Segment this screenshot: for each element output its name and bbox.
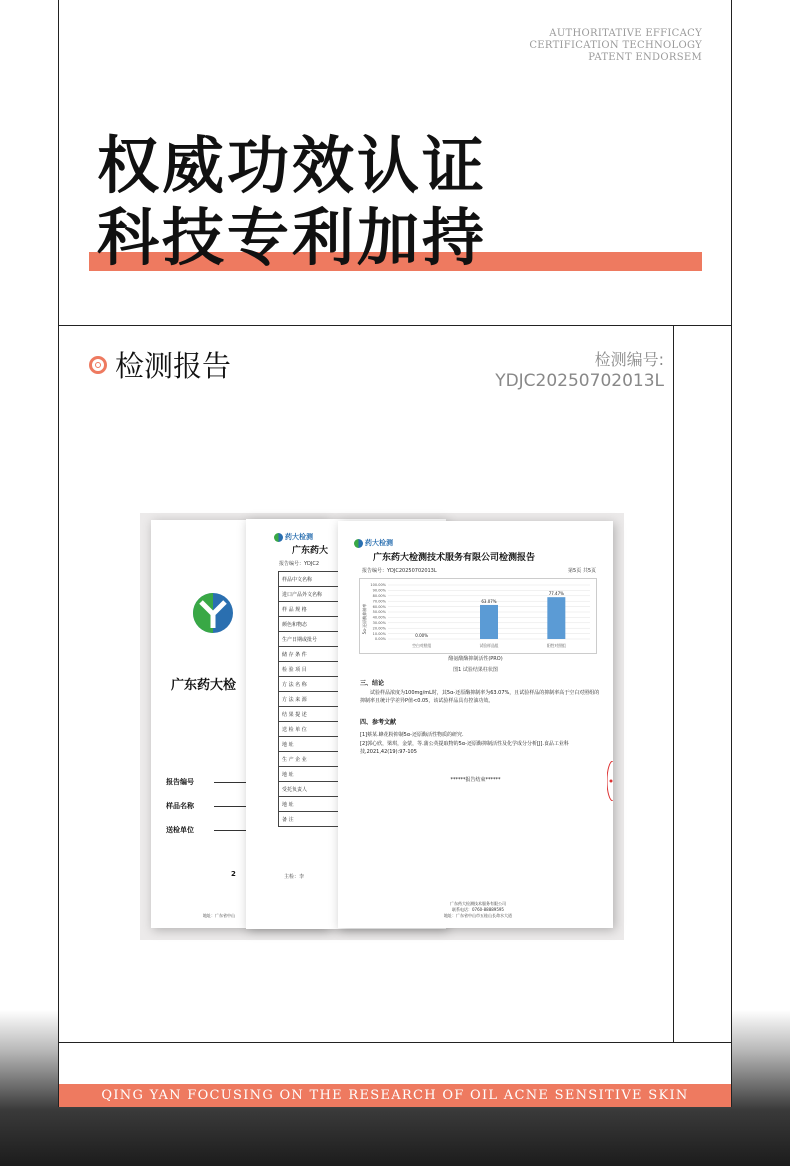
info-page-logo <box>274 532 313 542</box>
seal-stamp <box>607 761 613 801</box>
footer-tagline-bar: QING YAN FOCUSING ON THE RESEARCH OF OIL ACNE SENSITIVE SKIN <box>59 1084 731 1107</box>
references-heading: 四、参考文献 <box>360 719 397 726</box>
divider-vertical <box>673 325 674 1042</box>
cover-org-name: 广东药大检 <box>171 678 237 693</box>
info-table-label-cell: 备 注 <box>279 812 344 827</box>
cover-field-label: 送检单位 <box>166 826 194 834</box>
target-circle-icon <box>89 356 107 374</box>
reference-item: [2]郭心欣，梁琪，金蒙，等.蒲公英提取物的5α-还原酶抑制活性及化学成分分析[J].食品工业科技,2021,42(19):97-105 <box>360 741 569 755</box>
cover-field-label: 报告编号 <box>166 778 194 786</box>
cover-footer-address: 地址：广东省中山 <box>203 913 235 918</box>
cover-field-label: 样品名称 <box>166 802 194 810</box>
result-page-number: 第5页 共5页 <box>568 568 596 574</box>
info-page-report-no: 报告编号：YDJC2 <box>279 561 320 567</box>
company-logo-icon <box>274 533 283 542</box>
info-table-label-cell: 生 产 企 业 <box>279 752 344 767</box>
info-page-signature: 主检：李 <box>284 874 305 880</box>
hero-title-line2: 科技专利加持 <box>97 201 488 274</box>
result-bar-chart <box>359 578 597 654</box>
chart-caption: 酪氨酸酶抑制活性(PRO) <box>448 656 503 662</box>
chart-y-tick-label: 80.00% <box>372 594 386 598</box>
conclusion-heading: 三、结论 <box>360 680 385 687</box>
footer-company: 广东药大检测技术服务有限公司 <box>450 901 506 906</box>
result-page-footer <box>378 901 578 919</box>
report-result-page <box>338 521 613 928</box>
conclusion-text: 试验样品浓度为100mg/mL时，其5α-还原酶抑制率为63.07%，且试验样品的抑制率高于空白对照组的抑制率且统计学差异P值<0.05，该试验样品具有控油功效。 <box>360 690 600 704</box>
chart-y-tick-label: 0.00% <box>374 637 386 642</box>
hero-title <box>97 130 487 274</box>
frame-line-right <box>731 0 732 1107</box>
english-tagline-line: AUTHORITATIVE EFFICACY <box>549 28 702 39</box>
english-tagline-line: PATENT ENDORSEM <box>588 52 702 63</box>
frame-line-top-left <box>58 0 59 1107</box>
info-table-label-cell: 颜色和物态 <box>279 617 344 632</box>
result-page-logo <box>354 538 393 548</box>
info-table-label-cell: 进口产品外文名称 <box>279 587 344 602</box>
info-table-label-cell: 方 法 来 源 <box>279 692 344 707</box>
info-table-label-cell: 检 验 项 目 <box>279 662 344 677</box>
seal-stamp-icon <box>607 761 613 801</box>
result-page-title: 广东药大检测技术服务有限公司检测报告 <box>373 553 536 563</box>
chart-y-tick-label: 50.00% <box>372 610 386 615</box>
chart-value-label: 0.00% <box>415 633 429 638</box>
chart-bar <box>480 605 498 639</box>
info-table-label-cell: 样 品 规 格 <box>279 602 344 617</box>
chart-category-label: 试验样品组 <box>479 643 499 648</box>
info-table-label-cell: 结 果 提 述 <box>279 707 344 722</box>
company-logo-icon <box>192 592 234 634</box>
info-table-label-cell: 样品中文名称 <box>279 572 344 587</box>
chart-y-tick-label: 70.00% <box>372 599 386 604</box>
info-page-title: 广东药大 <box>292 546 329 556</box>
divider-upper <box>59 325 731 326</box>
info-table-label-cell: 受托负责人 <box>279 782 344 797</box>
chart-y-tick-label: 40.00% <box>372 615 386 620</box>
company-logo-icon <box>354 539 363 548</box>
result-page-logo-text: 药大检测 <box>365 539 393 547</box>
report-code-label: 检测编号: <box>594 350 664 369</box>
chart-y-tick-label: 90.00% <box>372 588 386 593</box>
report-code-value: YDJC20250702013L <box>495 371 664 391</box>
chart-y-axis-label: 5α-还原酶抑制率 <box>362 603 367 635</box>
reference-item: [1]蔡某.蜂花粉抑制5α-还原酶活性物质的研究. <box>360 732 464 738</box>
result-page-report-no: 报告编号：YDJC20250702013L <box>362 568 437 574</box>
english-tagline-line: CERTIFICATION TECHNOLOGY <box>529 40 702 51</box>
hero-title-line1: 权威功效认证 <box>97 129 488 202</box>
info-table-label-cell: 地 址 <box>279 797 344 812</box>
chart-y-tick-label: 20.00% <box>372 626 386 631</box>
english-tagline <box>529 28 702 64</box>
info-table-label-cell: 生产日期或批号 <box>279 632 344 647</box>
chart-value-label: 63.07% <box>481 598 497 604</box>
info-page-logo-text: 药大检测 <box>285 533 313 541</box>
chart-value-label: 77.47% <box>548 591 564 597</box>
info-table-label-cell: 方 法 名 称 <box>279 677 344 692</box>
info-table-label-cell: 送 检 单 位 <box>279 722 344 737</box>
figure-caption: 图1 试验结果柱状图 <box>453 667 498 673</box>
footer-phone: 联系电话：0760-88889595 <box>452 907 504 912</box>
divider-lower <box>59 1042 731 1043</box>
chart-y-tick-label: 30.00% <box>372 621 386 625</box>
info-table-label-cell: 地 址 <box>279 737 344 752</box>
chart-y-tick-label: 60.00% <box>372 604 386 609</box>
chart-category-label: 阳性对照组 <box>546 643 566 648</box>
section-label: 检测报告 <box>115 349 232 383</box>
info-table-label-cell: 储 存 条 件 <box>279 647 344 662</box>
section-heading <box>89 344 231 385</box>
chart-category-label: 空白对照组 <box>412 643 432 648</box>
report-end-marker: ******报告结束****** <box>450 777 501 783</box>
chart-y-tick-label: 10.00% <box>372 631 386 636</box>
chart-y-tick-label: 100.00% <box>370 583 386 588</box>
chart-bar <box>547 597 565 639</box>
footer-address: 地址：广东省中山市五桂山长命水大道 <box>444 913 512 918</box>
cover-year: 2 <box>231 870 236 878</box>
info-table-label-cell: 地 址 <box>279 767 344 782</box>
